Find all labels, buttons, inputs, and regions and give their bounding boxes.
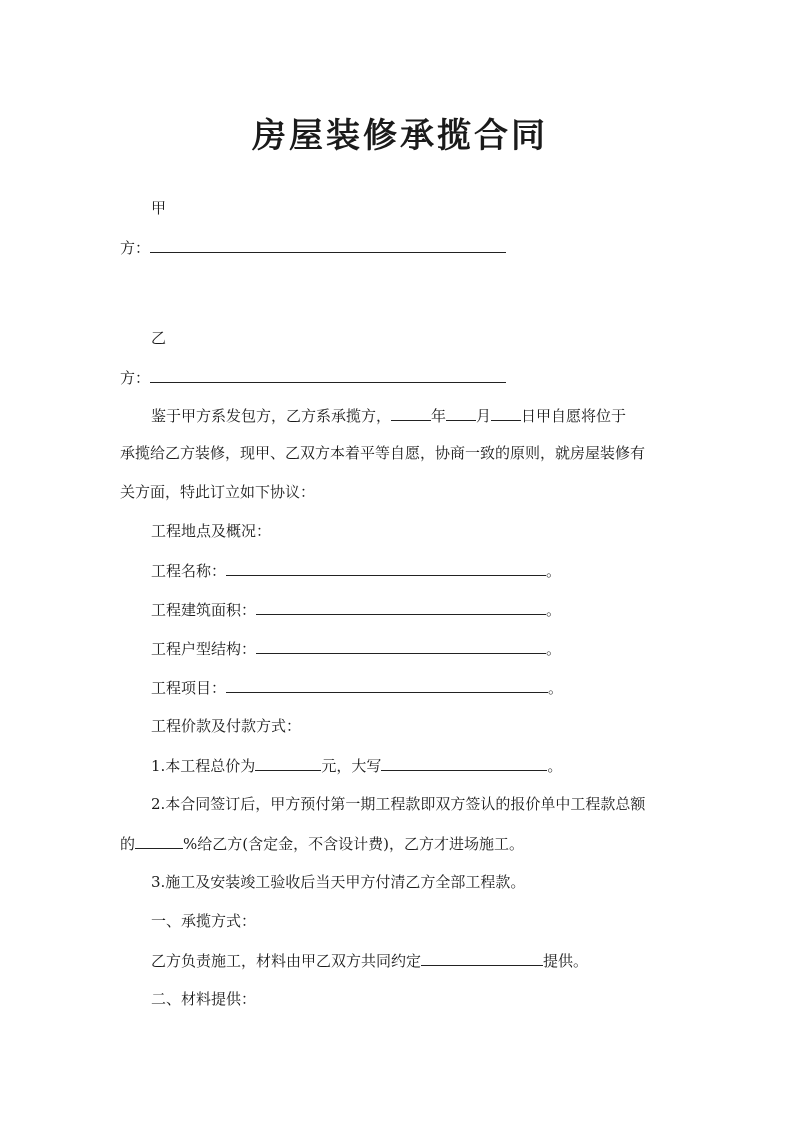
contract-method-text-a: 乙方负责施工，材料由甲乙双方共同约定: [151, 952, 422, 970]
party-a-line: [120, 236, 506, 259]
year-label: 年: [431, 407, 447, 425]
structure-blank[interactable]: [256, 637, 546, 654]
period-mark: 。: [548, 679, 564, 697]
period-mark: 。: [546, 640, 562, 658]
month-label: 月: [476, 407, 492, 425]
total-price-blank[interactable]: [255, 754, 321, 771]
party-a-label: 方：: [120, 239, 151, 257]
party-a-char: 甲: [151, 199, 167, 217]
project-name-row: [151, 559, 561, 582]
document-title: 房屋装修承揽合同: [252, 116, 548, 156]
intro-line-1: [151, 404, 626, 427]
section-price: 工程价款及付款方式：: [151, 717, 302, 735]
price-2-text-c: %给乙方(含定金，不含设计费)，乙方才进场施工。: [183, 835, 524, 853]
section-contract-method: 一、承揽方式：: [151, 912, 257, 930]
section-location: 工程地点及概况：: [151, 522, 272, 540]
intro-text-a: 鉴于甲方系发包方，乙方系承揽方，: [151, 407, 392, 425]
total-price-words-blank[interactable]: [381, 754, 547, 771]
party-b-label: 方：: [120, 369, 151, 387]
area-label: 工程建筑面积：: [151, 601, 257, 619]
period-mark: 。: [546, 562, 562, 580]
area-row: [151, 598, 561, 621]
structure-row: [151, 637, 561, 660]
project-name-label: 工程名称：: [151, 562, 227, 580]
price-line-1: [151, 754, 562, 777]
price-1-text-b: 元，大写: [321, 757, 382, 775]
intro-text-d: 日甲自愿将位于: [521, 407, 627, 425]
party-b-char: 乙: [151, 329, 167, 347]
area-blank[interactable]: [256, 598, 546, 615]
price-1-text-a: 1.本工程总价为: [151, 757, 256, 775]
price-line-2a: 2.本合同签订后，甲方预付第一期工程款即双方签认的报价单中工程款总额: [151, 795, 646, 813]
structure-label: 工程户型结构：: [151, 640, 257, 658]
items-blank[interactable]: [226, 676, 548, 693]
party-b-line: [120, 366, 506, 389]
contract-method-text-b: 提供。: [543, 952, 589, 970]
percent-blank[interactable]: [135, 832, 183, 849]
year-blank[interactable]: [391, 404, 431, 421]
intro-line-2: 承揽给乙方装修，现甲、乙双方本着平等自愿，协商一致的原则，就房屋装修有: [120, 444, 646, 462]
month-blank[interactable]: [446, 404, 476, 421]
party-b-blank[interactable]: [150, 366, 506, 383]
period-mark: 。: [546, 601, 562, 619]
price-2-text-b: 的: [120, 835, 136, 853]
items-row: [151, 676, 563, 699]
contract-method-line: [151, 949, 588, 972]
items-label: 工程项目：: [151, 679, 227, 697]
price-line-2b: [120, 832, 524, 855]
intro-line-3: 关方面，特此订立如下协议：: [120, 483, 316, 501]
party-a-blank[interactable]: [150, 236, 506, 253]
period-mark: 。: [547, 757, 563, 775]
day-blank[interactable]: [491, 404, 521, 421]
section-materials: 二、材料提供：: [151, 990, 257, 1008]
material-provider-blank[interactable]: [421, 949, 543, 966]
project-name-blank[interactable]: [226, 559, 546, 576]
price-line-3: 3.施工及安装竣工验收后当天甲方付清乙方全部工程款。: [151, 873, 526, 891]
